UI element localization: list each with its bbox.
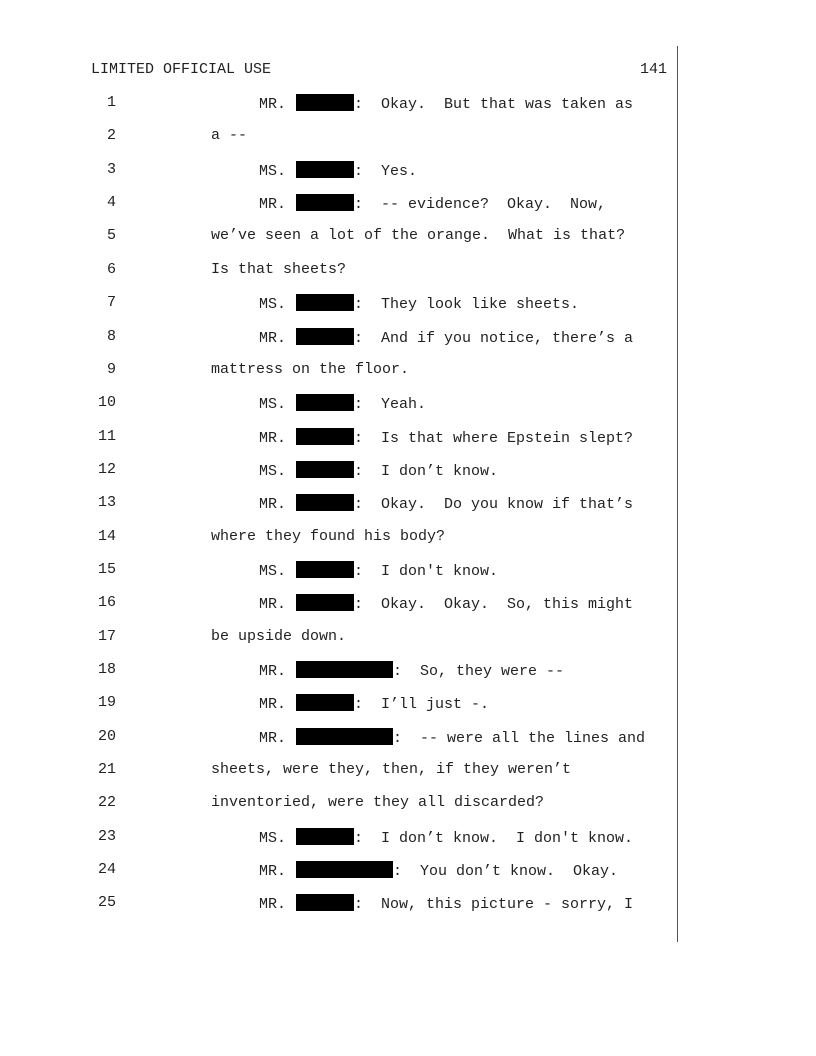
line-number: 24 [97, 861, 116, 879]
redaction-block [296, 728, 393, 745]
classification-header: LIMITED OFFICIAL USE [91, 61, 272, 78]
line-number: 21 [97, 761, 116, 778]
speaker-line [259, 594, 633, 613]
speaker-line [259, 561, 498, 580]
line-number: 22 [97, 794, 116, 812]
speaker-title: MR. [259, 329, 287, 347]
redaction-block [296, 328, 354, 345]
speaker-title: MR. [259, 96, 287, 113]
speaker-line [259, 394, 426, 413]
speech-text: : Okay. Okay. So, this might [354, 596, 634, 614]
line-number: 14 [97, 527, 116, 545]
speaker-line [259, 894, 633, 913]
speaker-title: MR. [259, 496, 287, 514]
line-number: 4 [106, 194, 116, 212]
redaction-block [296, 861, 393, 878]
speaker-title: MS. [259, 462, 287, 480]
line-number: 13 [97, 494, 116, 512]
redaction-block [296, 394, 354, 411]
continuation-text: we’ve seen a lot of the orange. What is that? [211, 227, 626, 245]
transcript-line [0, 694, 816, 714]
speaker-line [259, 328, 633, 347]
line-number: 16 [97, 594, 116, 612]
speaker-line [259, 194, 606, 213]
redaction-block [296, 894, 354, 911]
speaker-line [259, 728, 645, 747]
speaker-title: MR. [259, 596, 287, 614]
transcript-line [0, 294, 816, 314]
speaker-title: MS. [259, 829, 287, 847]
transcript-line [0, 728, 816, 748]
redaction-block [296, 494, 354, 511]
line-number: 17 [97, 627, 116, 645]
continuation-text: inventoried, were they all discarded? [211, 794, 545, 812]
transcript-line [0, 394, 816, 414]
transcript-line [0, 94, 816, 114]
speaker-line [259, 661, 564, 680]
redaction-block [296, 561, 354, 578]
transcript-line [0, 328, 816, 348]
continuation-text: Is that sheets? [211, 260, 347, 278]
continuation-text: be upside down. [211, 627, 347, 645]
line-number: 11 [97, 427, 116, 445]
transcript-line [0, 127, 816, 147]
line-number: 3 [106, 160, 116, 178]
transcript-line [0, 494, 816, 514]
speaker-title: MR. [259, 896, 287, 914]
transcript-line [0, 194, 816, 214]
line-number: 20 [97, 727, 116, 745]
line-number: 9 [106, 360, 116, 378]
transcript-line [0, 161, 816, 181]
speaker-line [259, 861, 618, 880]
speaker-title: MR. [259, 696, 287, 714]
redaction-block [296, 461, 354, 478]
line-number: 23 [97, 827, 116, 845]
speaker-line [259, 494, 633, 513]
continuation-text: a -- [211, 127, 248, 145]
redaction-block [296, 594, 354, 611]
continuation-text: where they found his body? [211, 527, 446, 545]
line-number: 6 [106, 260, 116, 278]
speaker-line [259, 428, 633, 447]
line-number: 19 [97, 694, 116, 712]
continuation-text: sheets, were they, then, if they weren’t [211, 761, 572, 778]
redaction-block [296, 94, 354, 111]
transcript-line [0, 661, 816, 681]
speech-text: : I don’t know. I don't know. [354, 829, 634, 847]
speech-text: : Okay. But that was taken as [354, 96, 634, 113]
speaker-line [259, 461, 498, 480]
speech-text: : They look like sheets. [354, 296, 580, 314]
transcript-line [0, 361, 816, 381]
line-number: 7 [106, 294, 116, 312]
speaker-title: MS. [259, 562, 287, 580]
line-number: 18 [97, 661, 116, 678]
transcript-line [0, 428, 816, 448]
transcript-line [0, 528, 816, 548]
speaker-line [259, 294, 579, 313]
speech-text: : Yeah. [354, 396, 427, 414]
speech-text: : -- evidence? Okay. Now, [354, 196, 607, 214]
speaker-title: MR. [259, 863, 287, 881]
speech-text: : And if you notice, there’s a [354, 329, 634, 347]
speaker-title: MR. [259, 729, 287, 747]
transcript-line [0, 628, 816, 648]
transcript-line [0, 594, 816, 614]
speaker-title: MR. [259, 196, 287, 214]
line-number: 5 [106, 227, 116, 245]
page-number: 141 [639, 61, 667, 78]
redaction-block [296, 828, 354, 845]
redaction-block [296, 294, 354, 311]
speaker-title: MS. [259, 162, 287, 180]
speech-text: : Okay. Do you know if that’s [354, 496, 634, 514]
redaction-block [296, 161, 354, 178]
transcript-line [0, 894, 816, 914]
line-number: 1 [106, 94, 116, 111]
redaction-block [296, 661, 393, 678]
redaction-block [296, 428, 354, 445]
redaction-block [296, 694, 354, 711]
continuation-text: mattress on the floor. [211, 360, 410, 378]
transcript-line [0, 828, 816, 848]
speech-text: : You don’t know. Okay. [393, 863, 619, 881]
line-number: 15 [97, 560, 116, 578]
speaker-line [259, 828, 633, 847]
transcript-line [0, 461, 816, 481]
speech-text: : -- were all the lines and [393, 729, 646, 747]
line-number: 25 [97, 894, 116, 912]
speaker-line [259, 161, 417, 180]
transcript-line [0, 261, 816, 281]
speech-text: : Yes. [354, 162, 418, 180]
line-number: 2 [106, 127, 116, 145]
speech-text: : Is that where Epstein slept? [354, 429, 634, 447]
speech-text: : Now, this picture - sorry, I [354, 896, 634, 914]
line-number: 8 [106, 327, 116, 345]
transcript-line [0, 561, 816, 581]
speaker-title: MR. [259, 429, 287, 447]
transcript-line [0, 861, 816, 881]
redaction-block [296, 194, 354, 211]
transcript-line [0, 227, 816, 247]
line-number: 10 [97, 394, 116, 412]
speech-text: : So, they were -- [393, 663, 565, 680]
speech-text: : I’ll just -. [354, 696, 490, 714]
speech-text: : I don’t know. [354, 462, 499, 480]
line-number: 12 [97, 460, 116, 478]
speaker-title: MR. [259, 663, 287, 680]
speaker-title: MS. [259, 296, 287, 314]
speaker-line [259, 94, 633, 113]
transcript-line [0, 761, 816, 781]
speaker-title: MS. [259, 396, 287, 414]
speaker-line [259, 694, 489, 713]
speech-text: : I don't know. [354, 562, 499, 580]
transcript-line [0, 794, 816, 814]
